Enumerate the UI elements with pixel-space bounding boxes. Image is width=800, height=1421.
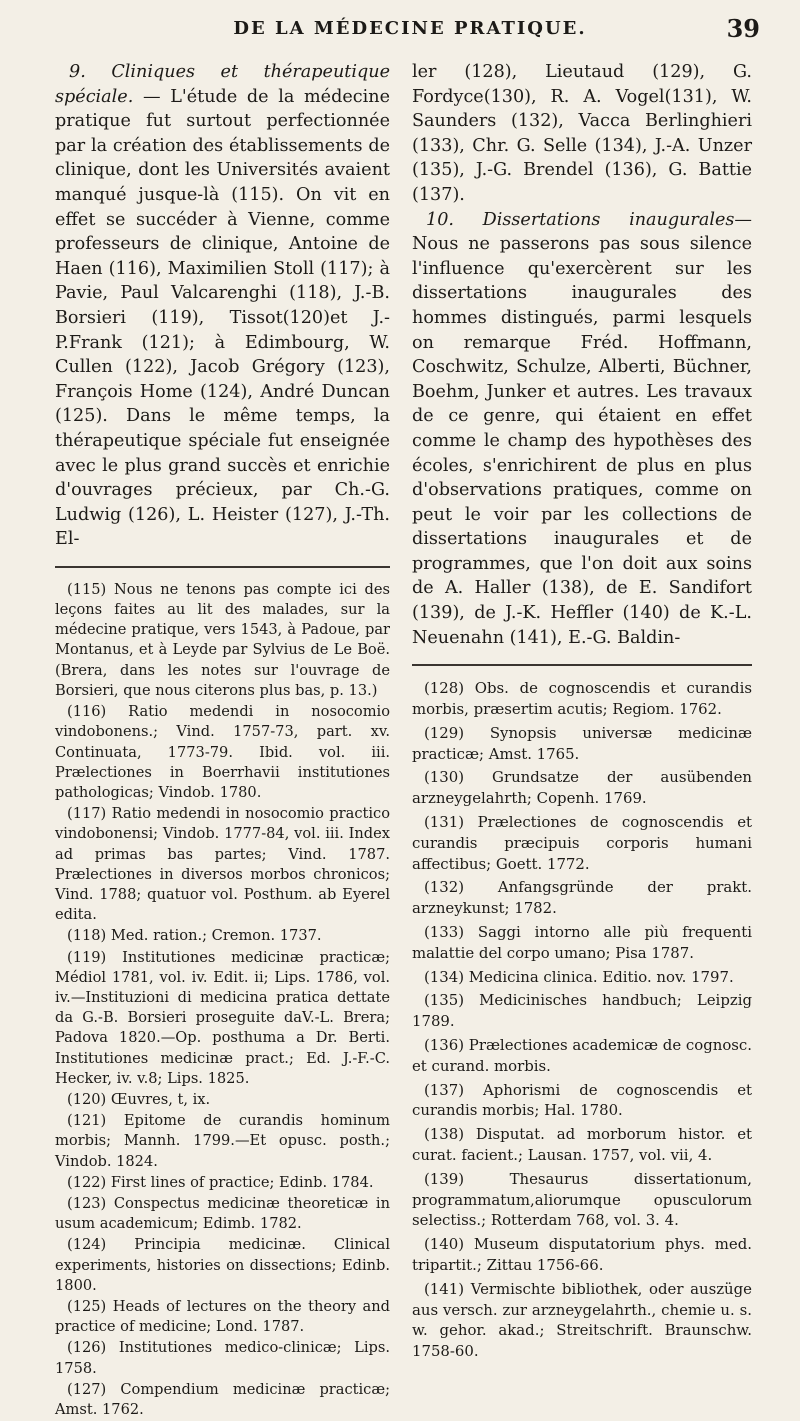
footnote: (141) Vermischte bibliothek, oder auszüge aus versch. zur arzneygelahrth., chemie u. s. w. gehor. akad.; Streitschrift. Braunschw. 1758-60. [412, 1279, 752, 1361]
footnote: (115) Nous ne tenons pas compte ici des leçons faites au lit des malades, sur la médecine pratique, vers 1543, à Padoue, par Montanus, et à Leyde par Sylvius de Le Boë. (Brera, dans les notes sur l'ouvrage de Borsieri, que nous citerons plus bas, p. 13.) [55, 580, 390, 699]
left-column [55, 60, 390, 1421]
footnote: (140) Museum disputatorium phys. med. tripartit.; Zittau 1756-66. [412, 1235, 752, 1274]
left-body [55, 60, 390, 552]
footnote: (129) Synopsis universæ medicinæ practicæ; Amst. 1765. [412, 723, 752, 763]
footnote: (136) Prælectiones academicæ de cognosc. et curand. morbis. [412, 1036, 752, 1075]
footnote: (132) Anfangsgründe der prakt. arzneykunst; 1782. [412, 878, 752, 918]
footnote: (139) Thesaurus dissertationum, programmatum,aliorumque opusculorum selectiss.; Rotterdam 768, vol. 3. 4. [412, 1169, 752, 1230]
footnote: (124) Principia medicinæ. Clinical experiments, histories on dissections; Edinb. 1800. [55, 1236, 390, 1294]
footnote: (134) Medicina clinica. Editio. nov. 1797. [424, 967, 734, 986]
footnote: (128) Obs. de cognoscendis et curandis morbis, præsertim acutis; Regiom. 1762. [412, 679, 752, 719]
footnote: (135) Medicinisches handbuch; Leipzig 1789. [412, 991, 752, 1031]
footnote: (138) Disputat. ad morborum histor. et curat. facient.; Lausan. 1757, vol. vii, 4. [412, 1125, 752, 1164]
footnote: (133) Saggi intorno alle più frequenti malattie del corpo umano; Pisa 1787. [412, 923, 752, 962]
footnote: (123) Conspectus medicinæ theoreticæ in usum academicum; Edimb. 1782. [55, 1194, 390, 1233]
footnote: (116) Ratio medendi in nosocomio vindobonens.; Vind. 1757-73, part. xv. Continuata, 1773-79. Ibid. vol. iii. Prælectiones in Boerrhavii institutiones pathologicas; Vindob. 1780. [55, 703, 390, 801]
right-body [412, 60, 752, 650]
footnote: (120) Œuvres, t, ix. [67, 1090, 211, 1108]
section-10-text: —Nous ne passerons pas sous silence l'influence qu'exercèrent sur les dissertations inaugurales des hommes distingués, parmi lesquels on remarque Fréd. Hoffmann, Coschwitz, Schulze, Alberti, Büchner, Boehm, Junker et autres. Les travaux de ce genre, qui étaient en effet comme le champ des hypothèses des écoles, s'enrichirent de plus en plus d'observations pratiques, comme on peut le voir par les collections de dissertations inaugurales et de programmes, que l'on doit aux soins de A. Haller (138), de E. Sandifort (139), de J.-K. Heffler (140) de K.-L. Neuenahn (141), E.-G. Baldin- [412, 209, 752, 648]
section-10-paragraph [412, 208, 752, 651]
footnote-divider-left [55, 566, 390, 568]
running-title: DE LA MÉDECINE PRATIQUE. [233, 18, 587, 39]
right-column [412, 60, 752, 1365]
section-9-text: — L'étude de la médecine pratique fut surtout perfectionnée par la création des établissements de clinique, dont les Universités avaient manqué jusque-là (115). On vit en effet se succéder à Vienne, comme professeurs de clinique, Antoine de Haen (116), Maximilien Stoll (117); à Pavie, Paul Valcarenghi (118), J.-B. Borsieri (119), Tissot(120)et J.-P.Frank (121); à Edimbourg, W. Cullen (122), Jacob Grégory (123), François Home (124), André Duncan (125). Dans le même temps, la thérapeutique spéciale fut enseignée avec le plus grand succès et enrichie d'ouvrages précieux, par Ch.-G. Ludwig (126), L. Heister (127), J.-Th. El- [55, 86, 390, 550]
footnote-divider-right [412, 664, 752, 666]
page-number: 39 [726, 14, 760, 43]
section-10-heading: 10. Dissertations inaugurales [426, 209, 735, 230]
footnote: (125) Heads of lectures on the theory and practice of medicine; Lond. 1787. [55, 1297, 390, 1336]
footnote: (122) First lines of practice; Edinb. 1784. [67, 1173, 374, 1191]
footnote: (121) Epitome de curandis hominum morbis; Mannh. 1799.—Et opusc. posth.; Vindob. 1824. [55, 1112, 390, 1170]
footnote: (118) Med. ration.; Cremon. 1737. [67, 927, 322, 945]
footnote: (130) Grundsatze der ausübenden arzneygelahrth; Copenh. 1769. [412, 768, 752, 808]
footnote: (137) Aphorismi de cognoscendis et curandis morbis; Hal. 1780. [412, 1080, 752, 1120]
section-9-heading: 9. Cliniques et thérapeutique spéciale. [55, 62, 390, 107]
section-9-paragraph [55, 60, 390, 552]
continuation-paragraph: ler (128), Lieutaud (129), G. Fordyce(130), R. A. Vogel(131), W. Saunders (132), Vacca Berlinghieri (133), Chr. G. Selle (134), J.-A. Unzer (135), J.-G. Brendel (136), G. Battie (137). [412, 62, 752, 205]
page-header [60, 14, 760, 46]
footnote: (119) Institutiones medicinæ practicæ; Médiol 1781, vol. iv. Edit. ii; Lips. 1786, vol. iv.—Instituzioni di medicina pratica dettate da G.-B. Borsieri proseguite daV.-L. Brera; Padova 1820.—Op. posthuma a Dr. Berti. Institutiones medicinæ pract.; Ed. J.-F.-C. Hecker, iv. v.8; Lips. 1825. [55, 948, 390, 1087]
left-footnotes [55, 580, 390, 1420]
right-footnotes [412, 678, 752, 1362]
footnote: (117) Ratio medendi in nosocomio practico vindobonensi; Vindob. 1777-84, vol. iii. Index ad primas bas partes; Vind. 1787. Prælectiones in diversos morbos chronicos; Vind. 1788; quatuor vol. Posthum. ab Eyerel edita. [55, 805, 390, 924]
footnote: (131) Prælectiones de cognoscendis et curandis præcipuis corporis humani affectibus; Goett. 1772. [412, 813, 752, 873]
footnote: (126) Institutiones medico-clinicæ; Lips. 1758. [55, 1339, 390, 1377]
footnote: (127) Compendium medicinæ practicæ; Amst. 1762. [55, 1380, 390, 1418]
